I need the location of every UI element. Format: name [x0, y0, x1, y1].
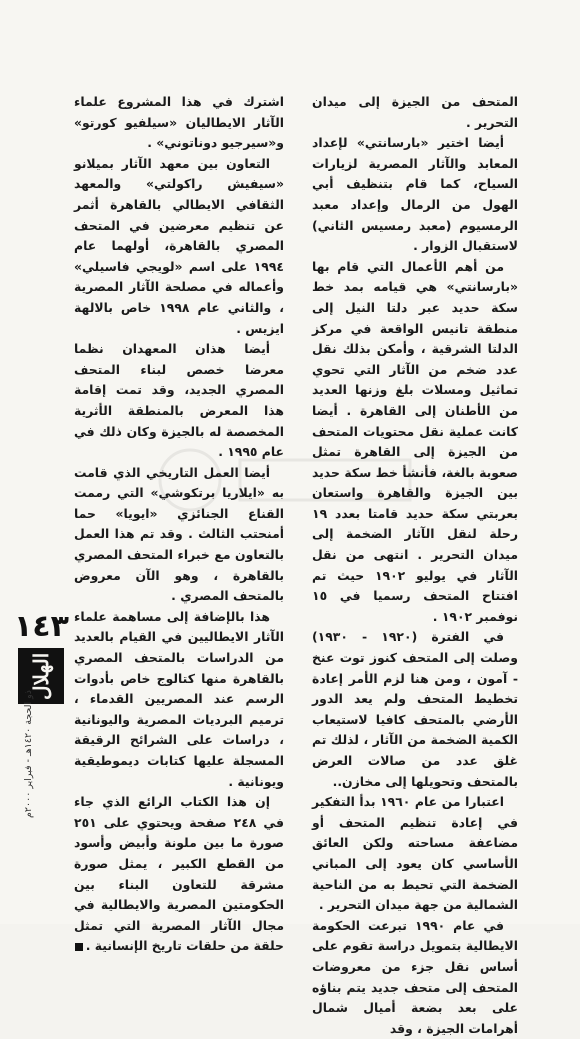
paragraph: من أهم الأعمال التي قام بها «بارسانتي» هي قيامه بمد خط سكة حديد عبر دلتا النيل إلى منطقة تانيس الواقعة في مركز الدلتا الشرقية ، وأمكن بذلك نقل عدد ضخم من الآثار التي تحوي تماثيل ومسلات بلغ وزنها العديد من الأطنان إلى القاهرة . أيضا كانت عملية نقل محتويات المتحف من الجيزة إلى القاهرة تمثل صعوبة بالغة، فأنشأ خط سكة حديد بين الجيزة والقاهرة واستعان بعربتي سكة حديد قامتا بعدد ١٩ رحلة لنقل الآثار الضخمة إلى ميدان التحرير . انتهى من نقل الآثار في يوليو ١٩٠٢ حيث تم افتتاح المتحف رسميا في ١٥ نوفمبر ١٩٠٢ . [312, 258, 518, 624]
paragraph: التعاون بين معهد الآثار بميلانو «سيفيش راكولتي» والمعهد الثقافي الايطالي بالقاهرة أثمر عن تنظيم معرضين في المتحف المصري بالقاهرة، أولهما عام ١٩٩٤ على اسم «لويجي فاسيلي» وأعماله في مصلحة الآثار المصرية ، والثاني عام ١٩٩٨ خاص بالالهة ايزيس . [74, 155, 284, 336]
paragraph: اشترك في هذا المشروع علماء الآثار الايطاليان «سيلفيو كورتو» و«سيرجيو دوناتوني» . [74, 94, 284, 151]
paragraph: في الفترة (١٩٢٠ - ١٩٣٠) وصلت إلى المتحف كنوز توت عنخ - آمون ، ومن هنا لزم الأمر إعادة تخطيط المتحف ولم يعد الدور الأرضي بالمتحف كافيا لاستيعاب الكمية الضخمة من الآثار ، لذلك تم غلق عدد من صالات العرض بالمتحف وتحويلها إلى مخازن.. [312, 629, 518, 789]
paragraph-final [74, 792, 284, 957]
page-number: ١٤٣ [14, 609, 69, 644]
left-text-column [74, 92, 284, 957]
issue-date-line: ذو الحجة ١٤٢٠هـ - فبراير ٢٠٠٠م [23, 690, 34, 818]
paragraph: اعتبارا من عام ١٩٦٠ بدأ التفكير في إعادة تنظيم المتحف أو مضاعفة مساحته ولكن العائق الأساسي كان يعود إلى المباني الضخمة التي تحيط به من الناحية الشمالية من جهة ميدان التحرير . [312, 794, 518, 913]
paragraph: المتحف من الجيزة إلى ميدان التحرير . [312, 94, 518, 130]
paragraph: في عام ١٩٩٠ تبرعت الحكومة الايطالية بتمويل دراسة تقوم على أساس نقل جزء من معروضات المتحف إلى متحف جديد يتم بناؤه على بعد بضعة أميال شمال أهرامات الجيزة ، وقد [312, 917, 518, 1036]
end-of-article-square-icon [75, 943, 83, 951]
paragraph-text: إن هذا الكتاب الرائع الذي جاء في ٢٤٨ صفحة ويحتوي على ٢٥١ صورة ما بين ملونة وأبيض وأسود من القطع الكبير ، يمثل صورة مشرقة للتعاون البناء بين الحكومتين المصرية والايطالية في مجال الآثار المصرية التي تمثل حلقة من حلقات تاريخ الإنسانية . [74, 794, 284, 954]
paragraph: أيضا العمل التاريخي الذي قامت به «ايلاريا برتكوشي» التي رممت القناع الجنائزي «ايويا» حما أمنحتب الثالث . وقد تم هذا العمل بالتعاون مع خبراء المتحف المصري بالقاهرة ، وهو الآن معروض بالمتحف المصري . [74, 464, 284, 604]
magazine-logo: الهلال [18, 648, 64, 704]
right-text-column [312, 92, 518, 1039]
paragraph: أيضا هذان المعهدان نظما معرضا خصص لبناء المتحف المصري الجديد، وقد تمت إقامة هذا المعرض بالمنطقة الأثرية المخصصة له بالجيزة وكان ذلك في عام ١٩٩٥ . [74, 341, 284, 460]
paragraph: هذا بالإضافة إلى مساهمة علماء الآثار الايطاليين في القيام بالعديد من الدراسات بالمتحف المصري بالقاهرة منها كتالوج خاص بأدوات الرسم عند المصريين القدماء ، ترميم البرديات المصرية واليونانية ، دراسات على الشرائح الرقيقة المسجلة عليها كتابات ديموطيقية ويونانية . [74, 608, 284, 789]
paragraph: أيضا اختير «بارسانتي» لإعداد المعابد والآثار المصرية لزيارات السياح، كما قام بتنظيف أبي الهول من الرمال وإعداد معبد الرمسيوم (معبد رمسيس الثاني) لاستقبال الزوار . [312, 135, 518, 254]
